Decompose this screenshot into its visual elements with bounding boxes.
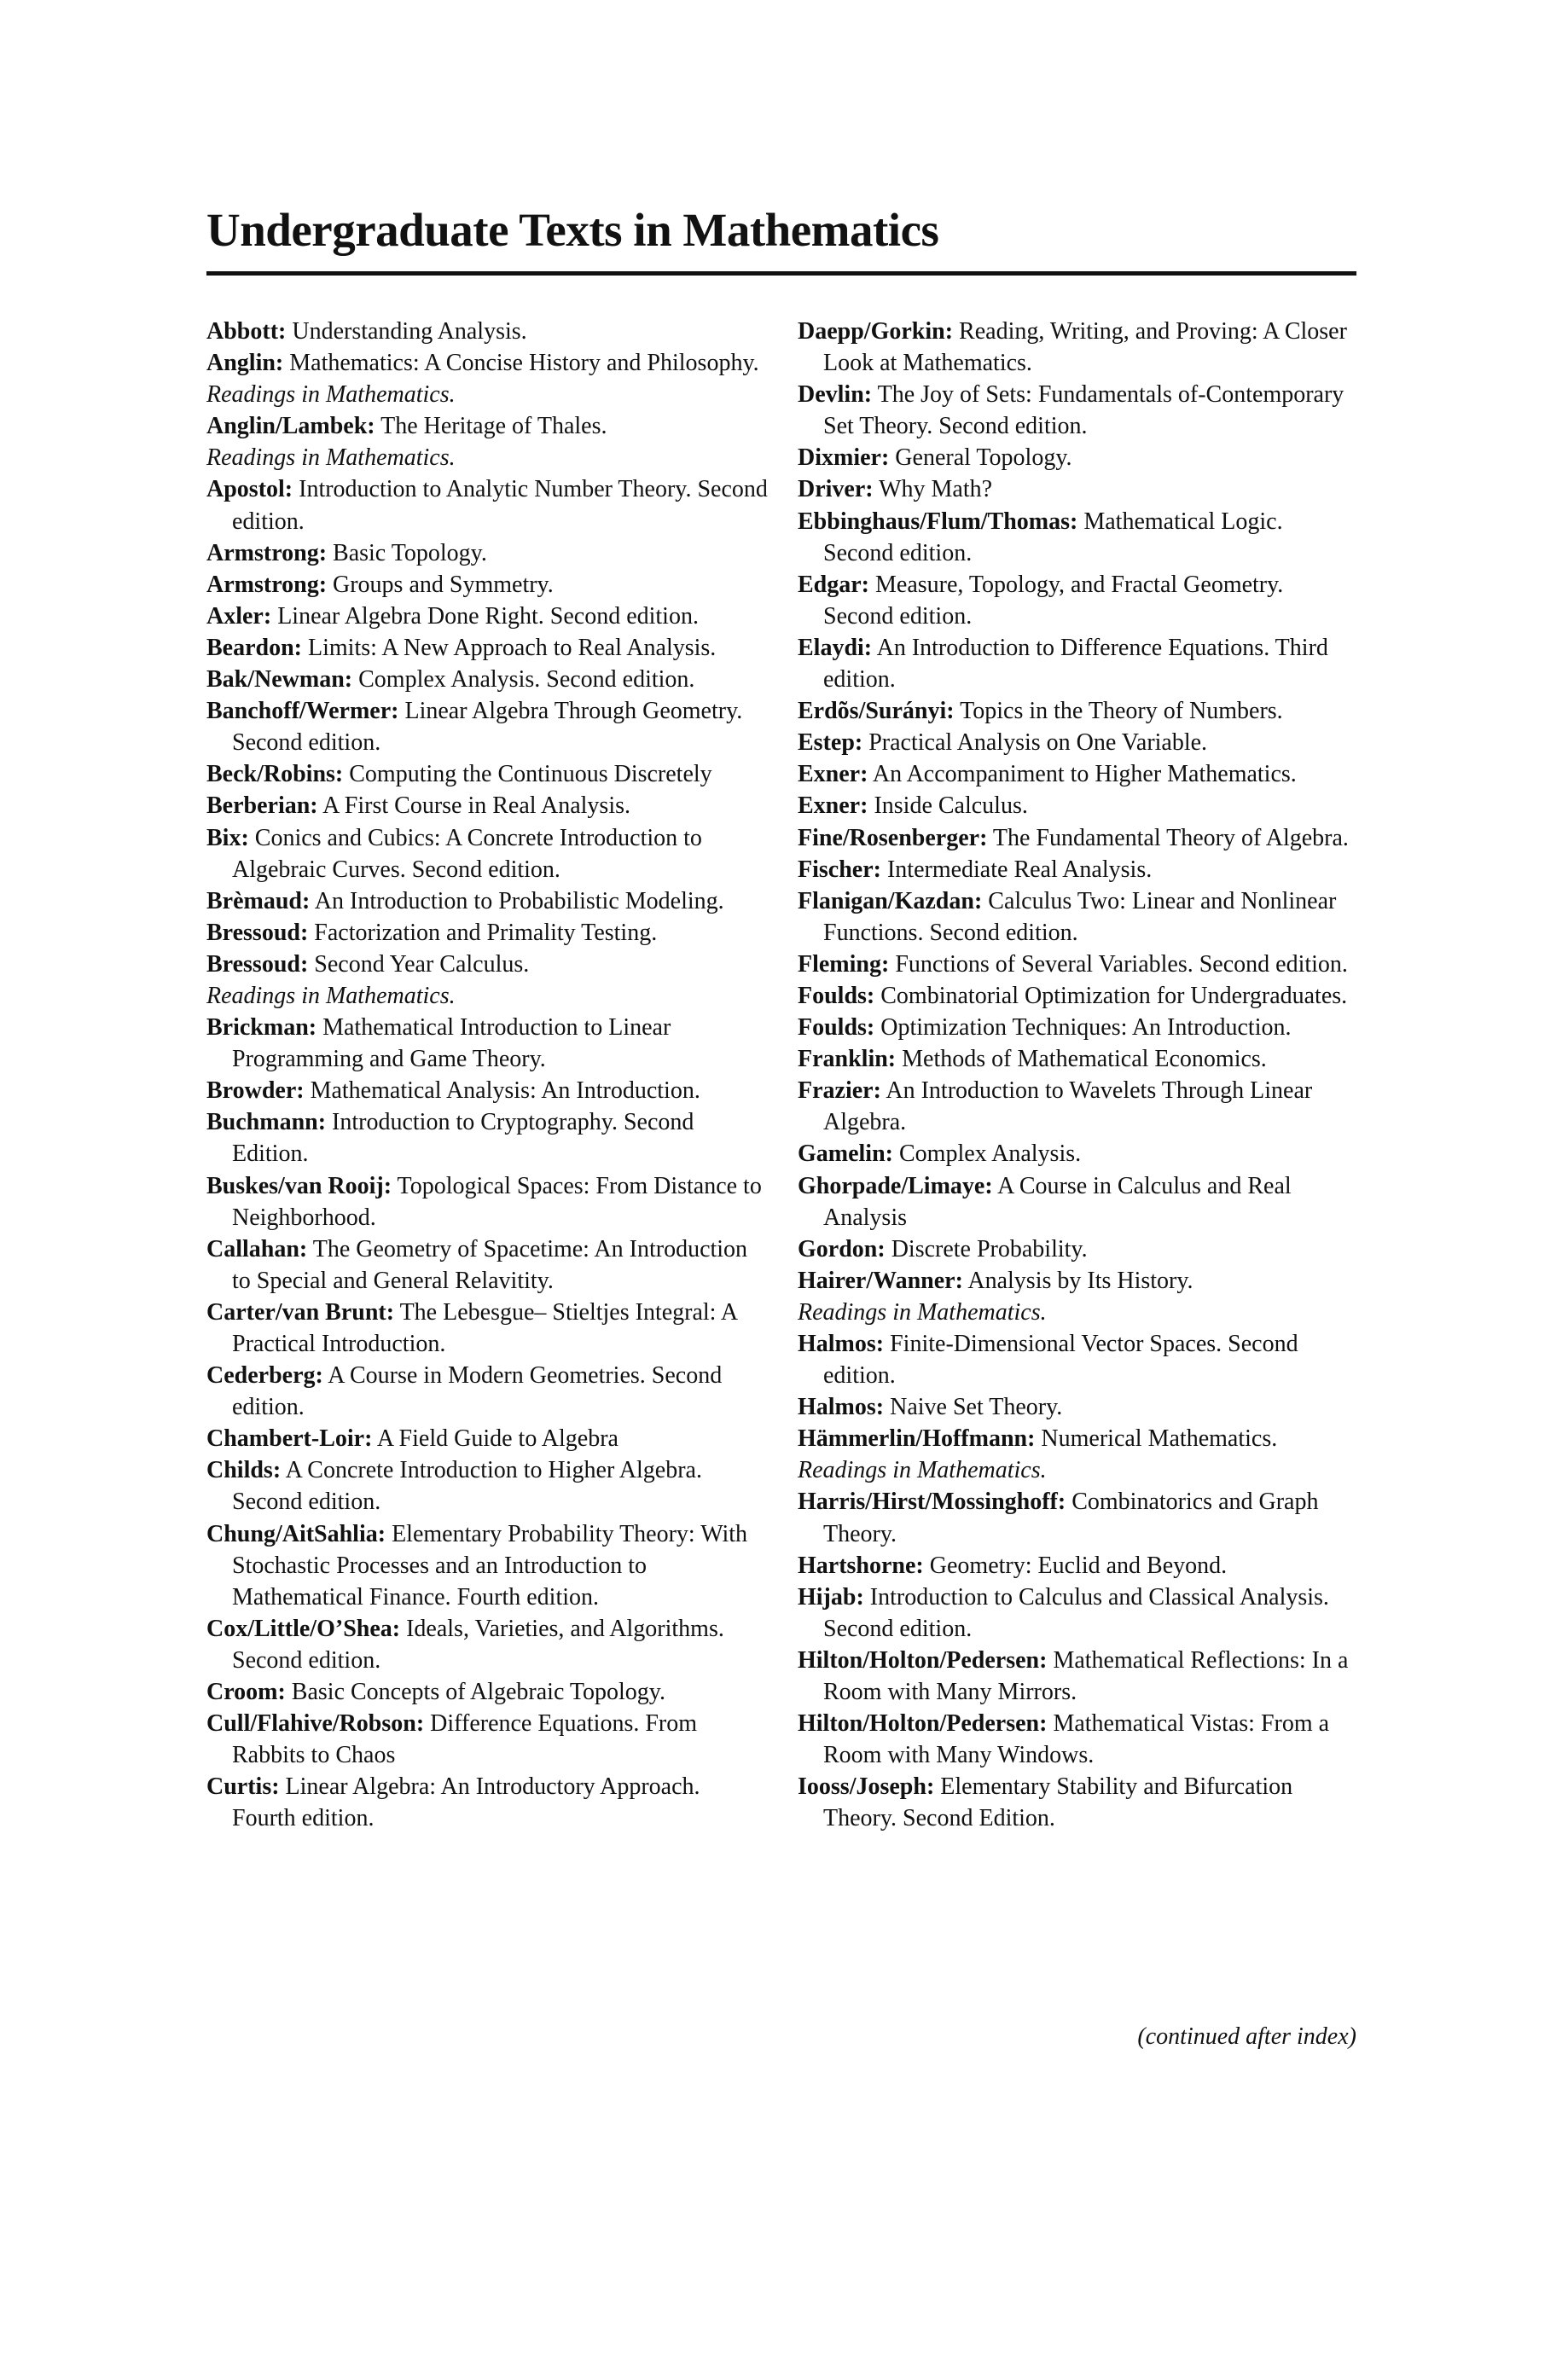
book-title: A Course in Modern Geometries. Second edition. bbox=[232, 1362, 723, 1421]
book-entry bbox=[798, 980, 1357, 1012]
book-entry bbox=[798, 822, 1357, 854]
book-author: Beck/Robins: bbox=[206, 761, 344, 788]
book-author: Gamelin: bbox=[798, 1140, 893, 1168]
book-entry bbox=[798, 695, 1357, 727]
book-entry bbox=[798, 569, 1357, 632]
book-author: Elaydi: bbox=[798, 634, 873, 661]
book-author: Franklin: bbox=[798, 1046, 897, 1073]
book-entry bbox=[206, 1454, 769, 1518]
book-author: Foulds: bbox=[798, 982, 875, 1009]
book-entry bbox=[798, 790, 1357, 821]
book-author: Bak/Newman: bbox=[206, 666, 353, 694]
book-author: Banchoff/Wermer: bbox=[206, 698, 399, 725]
series-note: Readings in Mathematics. bbox=[206, 982, 456, 1009]
book-title: Mathematical Vistas: From a Room with Many Windows. bbox=[823, 1710, 1330, 1769]
title-rule bbox=[206, 271, 1356, 276]
book-entry bbox=[798, 727, 1357, 758]
book-author: Fischer: bbox=[798, 856, 881, 883]
book-entry bbox=[206, 1771, 769, 1834]
book-entry bbox=[798, 1265, 1357, 1328]
book-entry bbox=[206, 569, 769, 601]
book-title: Intermediate Real Analysis. bbox=[886, 856, 1153, 883]
book-author: Anglin: bbox=[206, 350, 284, 377]
book-title: Elementary Stability and Bifurcation Theory. Second Edition. bbox=[823, 1773, 1293, 1832]
book-title: Complex Analysis. bbox=[899, 1140, 1082, 1168]
book-author: Erdõs/Surányi: bbox=[798, 698, 955, 725]
book-title: Functions of Several Variables. Second edition. bbox=[895, 950, 1348, 978]
book-entry bbox=[206, 695, 769, 758]
book-title: The Geometry of Spacetime: An Introduction to Special and General Relavitity. bbox=[232, 1235, 748, 1294]
book-author: Flanigan/Kazdan: bbox=[798, 887, 983, 914]
book-author: Axler: bbox=[206, 602, 272, 630]
series-note: Readings in Mathematics. bbox=[206, 444, 456, 472]
book-title: Basic Topology. bbox=[333, 539, 487, 566]
book-title: Inside Calculus. bbox=[874, 792, 1028, 820]
book-title: Measure, Topology, and Fractal Geometry. Second edition. bbox=[823, 571, 1284, 630]
book-author: Chung/AitSahlia: bbox=[206, 1520, 386, 1547]
book-entry bbox=[206, 949, 769, 1012]
book-entry bbox=[206, 1423, 769, 1454]
book-author: Hilton/Holton/Pedersen: bbox=[798, 1646, 1048, 1674]
book-title: Mathematical Introduction to Linear Programming and Game Theory. bbox=[232, 1014, 671, 1073]
book-entry bbox=[206, 632, 769, 664]
book-entry bbox=[206, 1297, 769, 1360]
book-title: A Course in Calculus and Real Analysis bbox=[823, 1172, 1292, 1231]
book-author: Iooss/Joseph: bbox=[798, 1773, 935, 1801]
book-author: Estep: bbox=[798, 729, 863, 757]
book-author: Ebbinghaus/Flum/Thomas: bbox=[798, 508, 1078, 535]
book-author: Foulds: bbox=[798, 1014, 875, 1042]
book-entry bbox=[798, 1391, 1357, 1423]
book-entry bbox=[206, 1676, 769, 1708]
book-title: Mathematical Analysis: An Introduction. bbox=[310, 1077, 700, 1105]
book-title: Factorization and Primality Testing. bbox=[314, 919, 658, 946]
book-title: Basic Concepts of Algebraic Topology. bbox=[291, 1679, 665, 1706]
book-title: Second Year Calculus. bbox=[314, 950, 530, 978]
book-entry bbox=[798, 1486, 1357, 1549]
book-entry bbox=[206, 1233, 769, 1297]
series-note: Readings in Mathematics. bbox=[798, 1298, 1047, 1326]
book-author: Hilton/Holton/Pedersen: bbox=[798, 1710, 1048, 1738]
book-entry bbox=[206, 1012, 769, 1075]
book-title: Understanding Analysis. bbox=[292, 318, 527, 345]
book-entry bbox=[206, 1518, 769, 1613]
book-title: Analysis by Its History. bbox=[967, 1267, 1193, 1294]
book-author: Carter/van Brunt: bbox=[206, 1298, 395, 1326]
book-author: Berberian: bbox=[206, 792, 318, 820]
book-entry bbox=[206, 1075, 769, 1106]
book-entry bbox=[798, 1043, 1357, 1075]
book-title: Difference Equations. From Rabbits to Chaos bbox=[232, 1710, 698, 1769]
book-author: Buchmann: bbox=[206, 1109, 327, 1136]
book-entry bbox=[798, 506, 1357, 569]
book-author: Curtis: bbox=[206, 1773, 280, 1801]
book-title: An Introduction to Probabilistic Modeling. bbox=[314, 887, 724, 914]
book-author: Abbott: bbox=[206, 318, 287, 345]
book-author: Halmos: bbox=[798, 1331, 885, 1357]
book-author: Bix: bbox=[206, 824, 249, 851]
book-entry bbox=[798, 1138, 1357, 1169]
book-title: The Lebesgue– Stieltjes Integral: A Practical Introduction. bbox=[232, 1298, 737, 1357]
book-title: The Joy of Sets: Fundamentals of-Contemporary Set Theory. Second edition. bbox=[823, 381, 1344, 440]
book-entry bbox=[798, 473, 1357, 505]
book-entry bbox=[798, 442, 1357, 473]
book-title: Introduction to Analytic Number Theory. Second edition. bbox=[232, 476, 768, 535]
book-entry bbox=[206, 917, 769, 949]
book-title: A Field Guide to Algebra bbox=[376, 1425, 618, 1453]
book-title: Combinatorics and Graph Theory. bbox=[823, 1489, 1319, 1547]
book-author: Edgar: bbox=[798, 571, 869, 598]
book-author: Gordon: bbox=[798, 1235, 886, 1262]
book-title: Linear Algebra Done Right. Second edition. bbox=[277, 602, 699, 630]
book-entry bbox=[206, 1170, 769, 1233]
book-entry bbox=[798, 885, 1357, 949]
book-entry bbox=[206, 664, 769, 695]
book-entry bbox=[798, 1170, 1357, 1233]
right-column bbox=[798, 316, 1357, 1835]
book-entry bbox=[206, 347, 769, 410]
book-title: A First Course in Real Analysis. bbox=[322, 792, 631, 820]
book-author: Fleming: bbox=[798, 950, 890, 978]
book-entry bbox=[798, 1328, 1357, 1391]
book-entry bbox=[798, 854, 1357, 885]
book-title: Topics in the Theory of Numbers. bbox=[960, 698, 1283, 725]
book-entry bbox=[798, 379, 1357, 442]
book-title: Limits: A New Approach to Real Analysis. bbox=[308, 634, 717, 661]
book-entry bbox=[206, 316, 769, 347]
book-title: General Topology. bbox=[895, 444, 1072, 472]
book-author: Hämmerlin/Hoffmann: bbox=[798, 1425, 1036, 1453]
book-title: Linear Algebra: An Introductory Approach. Fourth edition. bbox=[232, 1773, 700, 1832]
book-entry bbox=[798, 1075, 1357, 1138]
series-note: Readings in Mathematics. bbox=[798, 1457, 1047, 1484]
left-column bbox=[206, 316, 769, 1835]
book-title: Conics and Cubics: A Concrete Introduction to Algebraic Curves. Second edition. bbox=[232, 824, 702, 883]
book-author: Armstrong: bbox=[206, 571, 328, 598]
book-entry bbox=[798, 758, 1357, 790]
book-author: Ghorpade/Limaye: bbox=[798, 1172, 993, 1199]
book-author: Cederberg: bbox=[206, 1362, 323, 1390]
book-author: Callahan: bbox=[206, 1235, 308, 1262]
book-title: Naive Set Theory. bbox=[890, 1394, 1063, 1421]
book-author: Anglin/Lambek: bbox=[206, 413, 375, 440]
book-entry bbox=[798, 632, 1357, 695]
book-title: Numerical Mathematics. bbox=[1041, 1425, 1278, 1453]
book-author: Driver: bbox=[798, 476, 874, 503]
book-entry bbox=[206, 1360, 769, 1423]
book-author: Buskes/van Rooij: bbox=[206, 1172, 392, 1199]
book-entry bbox=[206, 410, 769, 473]
book-title: Linear Algebra Through Geometry. Second edition. bbox=[232, 698, 743, 757]
book-author: Brickman: bbox=[206, 1014, 317, 1042]
book-entry bbox=[206, 790, 769, 821]
book-entry bbox=[798, 1233, 1357, 1265]
book-author: Apostol: bbox=[206, 476, 293, 503]
book-entry bbox=[206, 473, 769, 537]
book-author: Hijab: bbox=[798, 1583, 864, 1611]
book-entry bbox=[798, 1012, 1357, 1043]
book-title: An Introduction to Difference Equations. Third edition. bbox=[823, 634, 1328, 694]
book-title: Discrete Probability. bbox=[891, 1235, 1088, 1262]
book-author: Daepp/Gorkin: bbox=[798, 318, 954, 345]
book-author: Devlin: bbox=[798, 381, 873, 409]
book-author: Beardon: bbox=[206, 634, 302, 661]
book-title: Complex Analysis. Second edition. bbox=[358, 666, 695, 694]
book-author: Fine/Rosenberger: bbox=[798, 824, 988, 851]
book-author: Chambert-Loir: bbox=[206, 1425, 373, 1453]
book-title: Reading, Writing, and Proving: A Closer Look at Mathematics. bbox=[823, 318, 1347, 377]
book-author: Armstrong: bbox=[206, 539, 328, 566]
page-title: Undergraduate Texts in Mathematics bbox=[206, 204, 939, 256]
book-author: Cox/Little/O’Shea: bbox=[206, 1615, 401, 1642]
book-entry bbox=[206, 822, 769, 885]
book-title: Finite-Dimensional Vector Spaces. Second edition. bbox=[823, 1331, 1298, 1390]
book-entry bbox=[206, 1106, 769, 1169]
book-title: Mathematical Reflections: In a Room with Many Mirrors. bbox=[823, 1646, 1349, 1706]
book-author: Hairer/Wanner: bbox=[798, 1267, 963, 1294]
book-author: Croom: bbox=[206, 1679, 286, 1706]
book-author: Halmos: bbox=[798, 1394, 885, 1421]
book-author: Bressoud: bbox=[206, 950, 309, 978]
book-entry bbox=[798, 1645, 1357, 1708]
book-entry bbox=[798, 1582, 1357, 1645]
book-entry bbox=[206, 885, 769, 917]
book-entry bbox=[798, 1771, 1357, 1834]
book-title: Mathematics: A Concise History and Philosophy. bbox=[289, 350, 759, 377]
book-title: An Introduction to Wavelets Through Linear Algebra. bbox=[823, 1077, 1313, 1136]
book-author: Cull/Flahive/Robson: bbox=[206, 1710, 425, 1738]
book-title: Ideals, Varieties, and Algorithms. Second edition. bbox=[232, 1615, 724, 1674]
book-entry bbox=[206, 537, 769, 569]
book-entry bbox=[798, 316, 1357, 379]
book-title: Elementary Probability Theory: With Stochastic Processes and an Introduction to Mathematical Finance. Fourth edition. bbox=[232, 1520, 748, 1611]
book-author: Exner: bbox=[798, 761, 868, 788]
book-title: A Concrete Introduction to Higher Algebra. Second edition. bbox=[232, 1457, 702, 1516]
book-entry bbox=[206, 1613, 769, 1676]
series-note: Readings in Mathematics. bbox=[206, 381, 456, 409]
book-title: Calculus Two: Linear and Nonlinear Functions. Second edition. bbox=[823, 887, 1337, 946]
book-author: Dixmier: bbox=[798, 444, 890, 472]
book-title: Why Math? bbox=[879, 476, 993, 503]
book-title: The Heritage of Thales. bbox=[380, 413, 607, 440]
book-title: Practical Analysis on One Variable. bbox=[868, 729, 1208, 757]
book-title: The Fundamental Theory of Algebra. bbox=[992, 824, 1349, 851]
book-entry bbox=[798, 949, 1357, 980]
continued-note: (continued after index) bbox=[1137, 2023, 1356, 2050]
book-title: Introduction to Calculus and Classical Analysis. Second edition. bbox=[823, 1583, 1329, 1642]
book-title: Combinatorial Optimization for Undergraduates. bbox=[880, 982, 1348, 1009]
book-author: Frazier: bbox=[798, 1077, 881, 1105]
book-entry bbox=[206, 601, 769, 632]
book-entry bbox=[206, 758, 769, 790]
book-title: Groups and Symmetry. bbox=[333, 571, 554, 598]
book-entry bbox=[798, 1423, 1357, 1486]
book-title: Computing the Continuous Discretely bbox=[349, 761, 712, 788]
book-author: Brèmaud: bbox=[206, 887, 311, 914]
book-title: Mathematical Logic. Second edition. bbox=[823, 508, 1283, 566]
book-author: Harris/Hirst/Mossinghoff: bbox=[798, 1489, 1066, 1516]
book-author: Bressoud: bbox=[206, 919, 309, 946]
book-title: Topological Spaces: From Distance to Neighborhood. bbox=[232, 1172, 762, 1231]
book-title: Geometry: Euclid and Beyond. bbox=[929, 1552, 1228, 1579]
book-author: Childs: bbox=[206, 1457, 282, 1484]
book-entry bbox=[798, 1708, 1357, 1771]
book-title: Optimization Techniques: An Introduction. bbox=[880, 1014, 1292, 1042]
book-title: An Accompaniment to Higher Mathematics. bbox=[872, 761, 1297, 788]
book-entry bbox=[798, 1550, 1357, 1582]
book-entry bbox=[206, 1708, 769, 1771]
book-title: Introduction to Cryptography. Second Edition. bbox=[232, 1109, 694, 1168]
book-title: Methods of Mathematical Economics. bbox=[902, 1046, 1267, 1073]
book-author: Hartshorne: bbox=[798, 1552, 924, 1579]
book-author: Browder: bbox=[206, 1077, 305, 1105]
book-author: Exner: bbox=[798, 792, 868, 820]
